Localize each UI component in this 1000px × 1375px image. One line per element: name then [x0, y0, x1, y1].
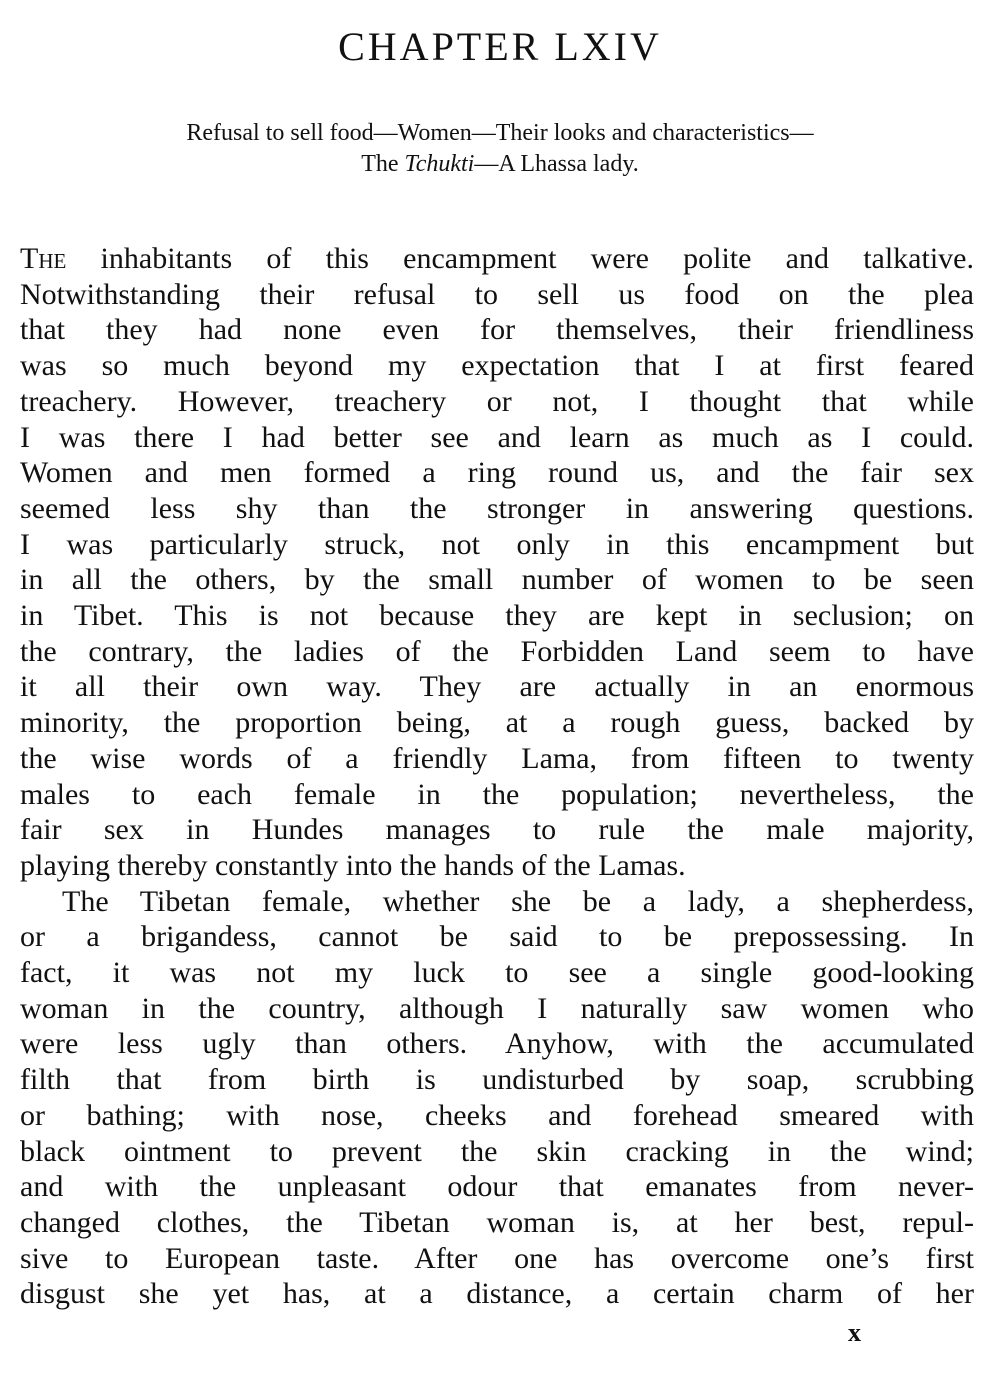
- synopsis-line-2-suffix: —A Lhassa lady.: [474, 151, 639, 177]
- text-line: were less ugly than others. Anyhow, with the accumulated: [20, 1027, 974, 1061]
- text-line: playing thereby constantly into the hands of the Lamas.: [20, 848, 686, 882]
- synopsis-line-2-prefix: The: [361, 151, 405, 177]
- first-word: The: [20, 242, 67, 275]
- text-line: I was there I had better see and learn as much as I could.: [20, 420, 974, 454]
- synopsis-line-2-italic: Tchukti: [404, 151, 475, 177]
- chapter-title: CHAPTER LXIV: [338, 24, 662, 69]
- text-line: sive to European taste. After one has overcome one’s first: [20, 1241, 974, 1275]
- text-line: was so much beyond my expectation that I at first feared: [20, 349, 974, 383]
- text-line: [20, 241, 974, 277]
- text-line: fact, it was not my luck to see a single good-looking: [20, 956, 974, 990]
- text-line: I was particularly struck, not only in this encampment but: [20, 527, 974, 561]
- chapter-synopsis: [40, 118, 960, 180]
- text-line: it all their own way. They are actually in an enormous: [20, 670, 974, 704]
- text-line: woman in the country, although I naturally saw women who: [20, 991, 974, 1025]
- text-line: that they had none even for themselves, their friendliness: [20, 313, 974, 347]
- text-line: treachery. However, treachery or not, I thought that while: [20, 384, 974, 418]
- synopsis-line-2: [40, 149, 960, 180]
- text-line: minority, the proportion being, at a rough guess, backed by: [20, 706, 974, 740]
- text-line: fair sex in Hundes manages to rule the male majority,: [20, 813, 974, 847]
- text-line: Women and men formed a ring round us, and the fair sex: [20, 456, 974, 490]
- text-line: disgust she yet has, at a distance, a certain charm of her: [20, 1277, 974, 1311]
- synopsis-line-1: Refusal to sell food—Women—Their looks and characteristics—: [186, 120, 814, 146]
- printer-signature-mark: x: [848, 1318, 861, 1347]
- text-line: The Tibetan female, whether she be a lady, a shepherdess,: [62, 884, 974, 918]
- text-line: or bathing; with nose, cheeks and forehead smeared with: [20, 1098, 974, 1132]
- text-line: males to each female in the population; nevertheless, the: [20, 777, 974, 811]
- text-line: or a brigandess, cannot be said to be prepossessing. In: [20, 920, 974, 954]
- text-line: the contrary, the ladies of the Forbidden Land seem to have: [20, 634, 974, 668]
- text-line: seemed less shy than the stronger in answering questions.: [20, 491, 974, 525]
- text-line: filth that from birth is undisturbed by soap, scrubbing: [20, 1063, 974, 1097]
- text-line-rest: inhabitants of this encampment were polite and talkative.: [66, 242, 974, 275]
- text-line: in all the others, by the small number of women to be seen: [20, 563, 974, 597]
- text-line: Notwithstanding their refusal to sell us food on the plea: [20, 277, 974, 311]
- text-line: and with the unpleasant odour that emanates from never-: [20, 1170, 974, 1204]
- body-text: [20, 241, 974, 1312]
- text-line: black ointment to prevent the skin cracking in the wind;: [20, 1134, 974, 1168]
- text-line: the wise words of a friendly Lama, from fifteen to twenty: [20, 741, 974, 775]
- text-line: in Tibet. This is not because they are kept in seclusion; on: [20, 599, 974, 633]
- text-line: changed clothes, the Tibetan woman is, at her best, repul-: [20, 1205, 974, 1239]
